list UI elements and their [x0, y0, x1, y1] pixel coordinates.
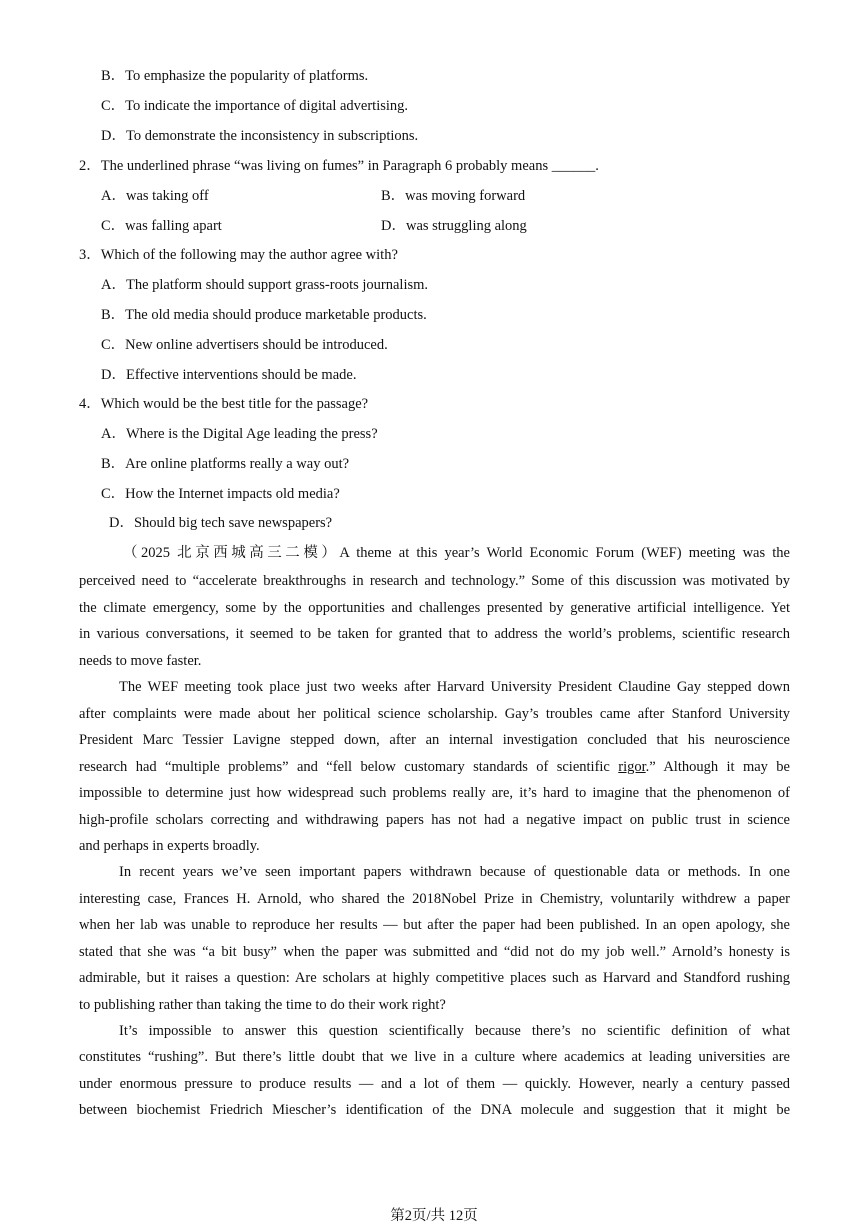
p3-line-2: interesting case, Frances H. Arnold, who shared the 2018Nobel Prize in Chemistry, voluntarily withdrew a paper	[79, 891, 790, 907]
q4-stem: 4．Which would be the best title for the passage?	[79, 396, 369, 412]
q2-option-a: A．was taking off	[101, 188, 209, 204]
q1-option-c: C．To indicate the importance of digital advertising.	[101, 98, 409, 114]
q2-option-b: B．was moving forward	[381, 188, 526, 204]
p3-line-6: to publishing rather than taking the time to do their work right?	[79, 997, 446, 1013]
underlined-word-rigor: rigor	[618, 759, 646, 775]
q3-option-b: B．The old media should produce marketable products.	[101, 307, 427, 323]
q4-option-a: A．Where is the Digital Age leading the press?	[101, 426, 378, 442]
q3-option-c: C．New online advertisers should be introduced.	[101, 337, 388, 353]
q3-stem: 3．Which of the following may the author agree with?	[79, 247, 398, 263]
p1-line-3: the climate emergency, some by the opportunities and challenges presented by generative artificial intelligence. Yet	[79, 600, 790, 616]
p1-line-5: needs to move faster.	[79, 653, 202, 669]
q4-option-b: B．Are online platforms really a way out?	[101, 456, 350, 472]
p3-line-1: In recent years we’ve seen important papers withdrawn because of questionable data or methods. In one	[119, 864, 790, 880]
q2-stem: 2．The underlined phrase “was living on fumes” in Paragraph 6 probably means ______.	[79, 158, 599, 174]
p2-line-6: high-profile scholars correcting and withdrawing papers has not had a negative impact on public trust in science	[79, 812, 790, 828]
q3-option-a: A．The platform should support grass-roots journalism.	[101, 277, 429, 293]
p3-line-5: admirable, but it raises a question: Are scholars at highly competitive places such as Harvard and Standford rushing	[79, 970, 790, 986]
p2-line-2: after complaints were made about her political science scholarship. Gay’s troubles came after Stanford University	[79, 706, 790, 722]
p2-line-1: The WEF meeting took place just two weeks after Harvard University President Claudine Gay stepped down	[119, 679, 790, 695]
p2-line-4: research had “multiple problems” and “fell below customary standards of scientific rigor.” Although it may be	[79, 759, 790, 775]
p2-line-5: impossible to determine just how widespread such problems really are, it’s hard to imagine that the phenomenon of	[79, 785, 790, 801]
page-number-footer: 第2页/共 12页	[390, 1208, 478, 1224]
p1-line-4: in various conversations, it seemed to be taken for granted that to address the world’s problems, scientific research	[79, 626, 790, 642]
q4-option-d: D．Should big tech save newspapers?	[109, 515, 333, 531]
p4-line-3: under enormous pressure to produce results — and a lot of them — quickly. However, nearly a century passed	[79, 1076, 790, 1092]
p3-line-4: stated that she was “a bit busy” when the paper was submitted and “did not do my job well.” Arnold’s honesty is	[79, 944, 790, 960]
q1-option-b: B．To emphasize the popularity of platforms.	[101, 68, 369, 84]
q3-option-d: D．Effective interventions should be made.	[101, 367, 357, 383]
p1-line-2: perceived need to “accelerate breakthroughs in research and technology.” Some of this discussion was motivated by	[79, 573, 790, 589]
p3-line-3: when her lab was unable to reproduce her results — but after the paper had been published. In an open apology, she	[79, 917, 790, 933]
q2-option-c: C．was falling apart	[101, 218, 222, 234]
p2-line-3: President Marc Tessier Lavigne stepped down, after an internal investigation concluded that his neuroscience	[79, 732, 790, 748]
p2-line-7: and perhaps in experts broadly.	[79, 838, 260, 854]
p1-line-1: （2025 北京西城高三二模）A theme at this year’s World Economic Forum (WEF) meeting was the	[123, 545, 790, 561]
q2-option-d: D．was struggling along	[381, 218, 527, 234]
p4-line-4: between biochemist Friedrich Miescher’s identification of the DNA molecule and suggestion that it might be	[79, 1102, 790, 1118]
q1-option-d: D．To demonstrate the inconsistency in subscriptions.	[101, 128, 419, 144]
q4-option-c: C．How the Internet impacts old media?	[101, 486, 340, 502]
p4-line-2: constitutes “rushing”. But there’s little doubt that we live in a culture where academics at leading universities are	[79, 1049, 790, 1065]
p4-line-1: It’s impossible to answer this question scientifically because there’s no scientific definition of what	[119, 1023, 790, 1039]
